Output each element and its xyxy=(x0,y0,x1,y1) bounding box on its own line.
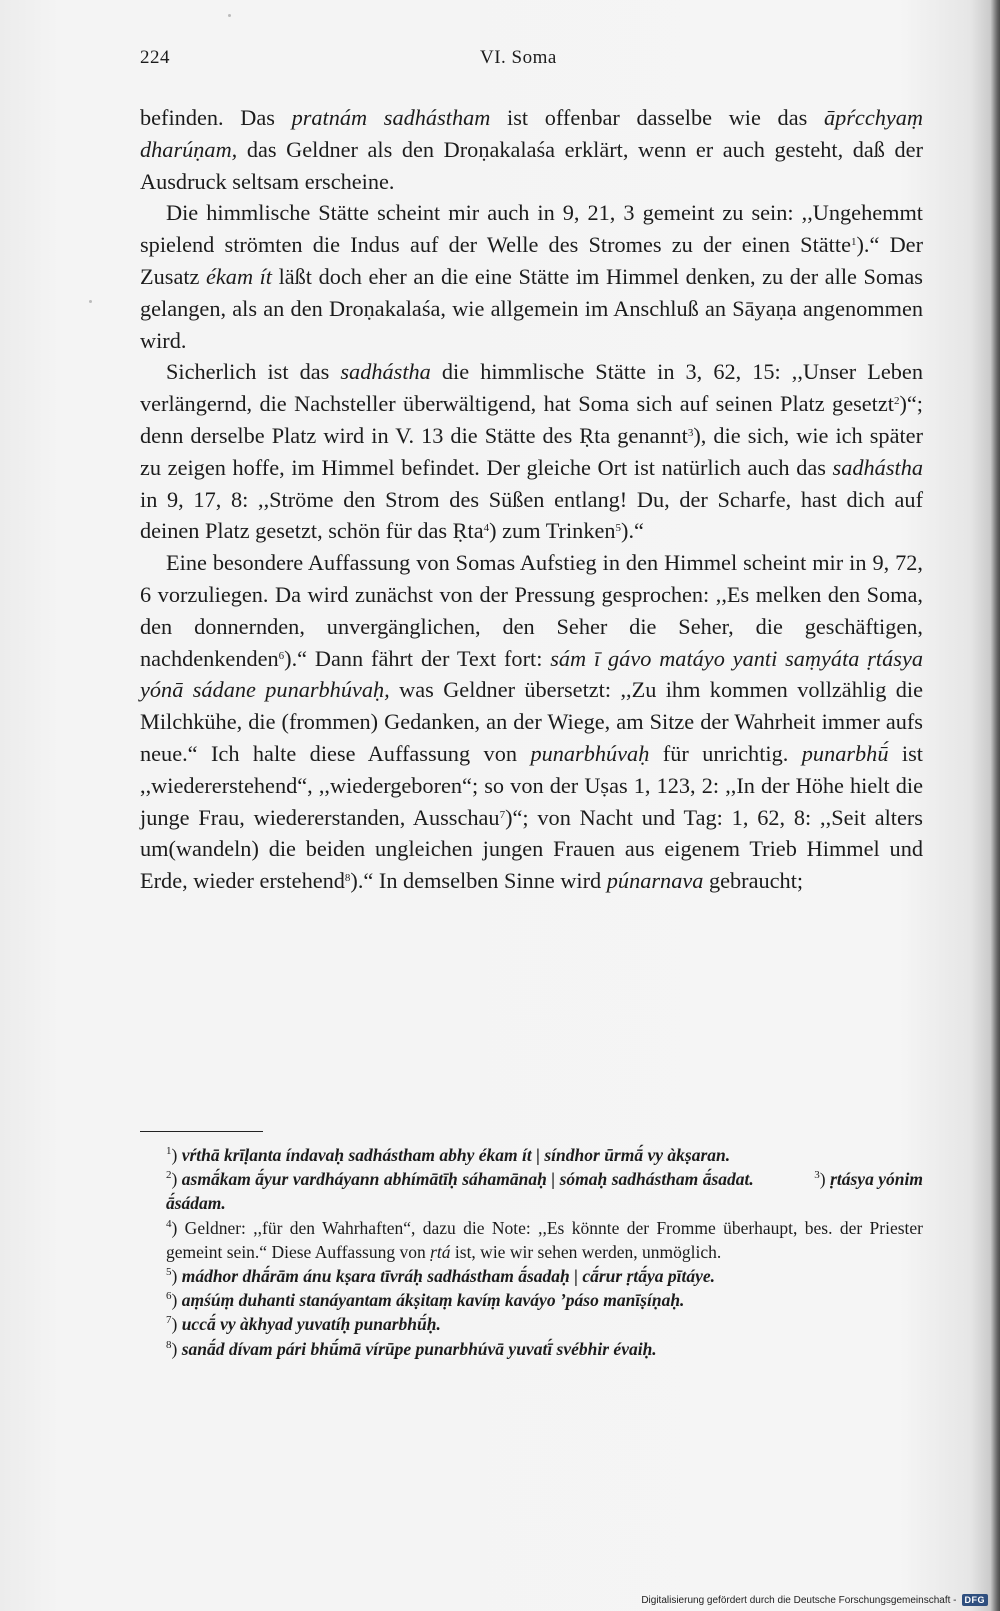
footnote-paren: ) xyxy=(171,1314,182,1335)
running-title: VI. Soma xyxy=(480,47,557,68)
footnote-marker: 2 xyxy=(166,1169,172,1182)
footnote-marker: 5 xyxy=(166,1266,172,1279)
page-number: 224 xyxy=(140,47,170,68)
footnote-marker: 4 xyxy=(166,1217,172,1230)
sanskrit-term: ṛtá xyxy=(430,1241,451,1262)
footnote-paren: ) xyxy=(171,1290,182,1311)
footnote-text: ist, wie wir sehen werden, unmöglich. xyxy=(450,1241,722,1262)
text-run: )“; denn derselbe Platz wird in V. 13 die Stätte des Ṛta genannt xyxy=(140,391,923,448)
text-run: ).“ Dann fährt der Text fort: xyxy=(284,645,551,671)
text-run: ), die sich, wie ich später zu zeigen hoffe, im Himmel befindet. Der gleiche Ort ist natürlich auch das xyxy=(140,422,923,480)
footnote-paren: ) xyxy=(171,1266,182,1287)
sanskrit-term: pratnám sadhástham xyxy=(291,105,491,130)
book-spine-shadow xyxy=(990,0,1000,1611)
paragraph-1 xyxy=(140,102,923,197)
footnote-divider xyxy=(140,1131,263,1132)
footnote-text: asmā́kam ā́yur vardháyann abhímātīḥ sáhamānaḥ | sómaḥ sadhástham ā́sadat. xyxy=(181,1169,754,1190)
footnote-ref[interactable]: 1 xyxy=(850,236,857,249)
text-run: ) zum Trinken xyxy=(489,518,616,544)
text-run: Eine besondere Auffassung von Somas Aufstieg in den Himmel scheint mir in 9, 72, 6 vorzuliegen. Da wird zunächst von der Pressung gesprochen: ,,Es melken den Soma, den donnernden, unvergänglichen, den Seher die Seher, die geschäftigen, nachdenkenden xyxy=(140,550,923,671)
credit-text: Digitalisierung gefördert durch die Deutsche Forschungsgemeinschaft - xyxy=(641,1594,957,1606)
text-run: Sicherlich ist das xyxy=(166,359,341,385)
footnote-2 xyxy=(140,1167,923,1215)
text-run: ).“ Der Zusatz xyxy=(140,232,923,289)
footnote-text: ) Geldner: ,,für den Wahrhaften“, dazu die Note: ,,Es könnte der Fromme überhaupt, bes. der Priester gemeint sein.“ Diese Auffassung von xyxy=(166,1217,923,1262)
scan-speck xyxy=(228,14,231,17)
paragraph-3 xyxy=(140,356,923,547)
text-run: in 9, 17, 8: ,,Ströme den Strom des Süßen entlang! Du, der Scharfe, hast dich auf deinen Platz gesetzt, schön für das Ṛta xyxy=(140,486,923,544)
footnote-text: vŕthā krīḷanta índavaḥ sadhástham abhy ékam ít | síndhor ūrmā́ vy àkṣaran. xyxy=(181,1145,731,1165)
dfg-logo-icon: DFG xyxy=(962,1594,989,1606)
text-run: was Geldner übersetzt: ,,Zu ihm kommen vollzählig die Milchkühe, die (frommen) Gedanken, an der Wiege, am Sitze der Wahrheit immer aufs neue.“ Ich halte diese Auffassung von xyxy=(140,677,923,766)
footnote-ref[interactable]: 8 xyxy=(344,872,351,885)
paragraph-4 xyxy=(140,547,923,897)
footnote-text: aṃśúṃ duhanti stanáyantam ákṣitaṃ kavíṃ kaváyo ’páso manīṣíṇaḥ. xyxy=(181,1290,685,1311)
sanskrit-term: āpŕcchyaṃ dharúṇam, xyxy=(140,105,924,162)
text-run: ist ,,wiedererstehend“, ,,wiedergeboren“; so von der Uṣas 1, 123, 2: ,,In der Höhe hielt die junge Frau, wiedererstanden, Ausschau xyxy=(140,740,923,830)
text-run: gebraucht; xyxy=(703,868,804,894)
sanskrit-term: sadhástha xyxy=(340,359,431,385)
footnote-text: sanā́d dívam pári bhū́mā vírūpe punarbhúvā yuvatī́ svébhir évaiḥ. xyxy=(181,1338,657,1359)
text-run: )“; von Nacht und Tag: 1, 62, 8: ,,Seit alters um(wandeln) die beiden ungleichen jungen Frauen aus eigenem Trieb Himmel und Erde, wieder erstehend xyxy=(140,804,923,894)
text-run: ist offenbar dasselbe wie das xyxy=(490,105,824,130)
main-text xyxy=(140,102,923,897)
text-run: befinden. Das xyxy=(140,105,292,130)
running-header xyxy=(140,47,923,73)
sanskrit-quote: sám ī gávo matáyo yanti saṃyáta ṛtásya yónā sádane punarbhúvaḥ, xyxy=(140,645,923,703)
footnote-text: mádhor dhā́rām ánu kṣara tīvráḥ sadhástham ā́sadaḥ | cā́rur ṛtā́ya pītáye. xyxy=(181,1266,716,1287)
sanskrit-term: punarbhúvaḥ xyxy=(530,740,650,766)
footnote-paren: ) xyxy=(171,1338,182,1359)
footnote-4 xyxy=(140,1216,923,1264)
digitization-credit xyxy=(641,1592,988,1608)
footnote-marker: 6 xyxy=(166,1290,172,1303)
sanskrit-term: punarbhū́ xyxy=(801,740,889,766)
text-run: Die himmlische Stätte scheint mir auch in 9, 21, 3 gemeint zu sein: ,,Ungehemmt spielend strömten die Indus auf der Welle des Stromes zu der einen Stätte xyxy=(140,200,923,258)
footnote-ref[interactable]: 6 xyxy=(278,649,285,662)
footnote-marker: 8 xyxy=(166,1338,172,1351)
text-run: ).“ xyxy=(621,518,644,544)
paragraph-2 xyxy=(140,197,923,356)
footnote-ref[interactable]: 5 xyxy=(615,522,622,535)
text-run: die himmlische Stätte in 3, 62, 15: ,,Unser Leben verlängernd, die Nachsteller überwältigend, hat Soma sich auf seinen Platz gesetzt xyxy=(140,359,923,417)
text-run: für unrichtig. xyxy=(649,740,802,766)
footnote-paren: ) xyxy=(819,1169,831,1190)
footnote-marker: 1 xyxy=(166,1145,172,1157)
footnote-6 xyxy=(140,1288,923,1312)
text-run: läßt doch eher an die eine Stätte im Himmel denken, zu der alle Somas gelangen, als an den Droṇakalaśa, wie allgemein im Anschluß an Sāyaṇa angenommen wird. xyxy=(140,263,923,353)
footnote-text: ṛtásya yónim ā́sádam. xyxy=(166,1169,924,1214)
footnote-1 xyxy=(140,1143,923,1167)
scan-speck xyxy=(89,300,92,303)
footnote-marker: 3 xyxy=(814,1169,820,1182)
footnote-8 xyxy=(140,1337,923,1361)
footnote-paren: ) xyxy=(171,1169,182,1190)
footnote-5 xyxy=(140,1264,923,1288)
footnote-text: uccā́ vy àkhyad yuvatíḥ punarbhū́ḥ. xyxy=(181,1314,441,1335)
footnotes xyxy=(140,1143,923,1361)
footnote-paren: ) xyxy=(171,1145,182,1165)
sanskrit-term: púnarnava xyxy=(606,868,704,894)
footnote-ref[interactable]: 3 xyxy=(687,426,694,439)
footnote-ref[interactable]: 2 xyxy=(893,395,900,408)
sanskrit-term: ékam ít xyxy=(206,263,272,289)
footnote-ref[interactable]: 7 xyxy=(499,808,506,821)
footnote-7 xyxy=(140,1312,923,1336)
text-run: ).“ In demselben Sinne wird xyxy=(350,868,607,894)
footnote-ref[interactable]: 4 xyxy=(483,522,490,535)
text-run: das Geldner als den Droṇakalaśa erklärt, wenn er auch gesteht, daß der Ausdruck seltsam erscheine. xyxy=(140,136,923,194)
footnote-marker: 7 xyxy=(166,1314,172,1327)
sanskrit-term: sadhástha xyxy=(832,454,923,480)
